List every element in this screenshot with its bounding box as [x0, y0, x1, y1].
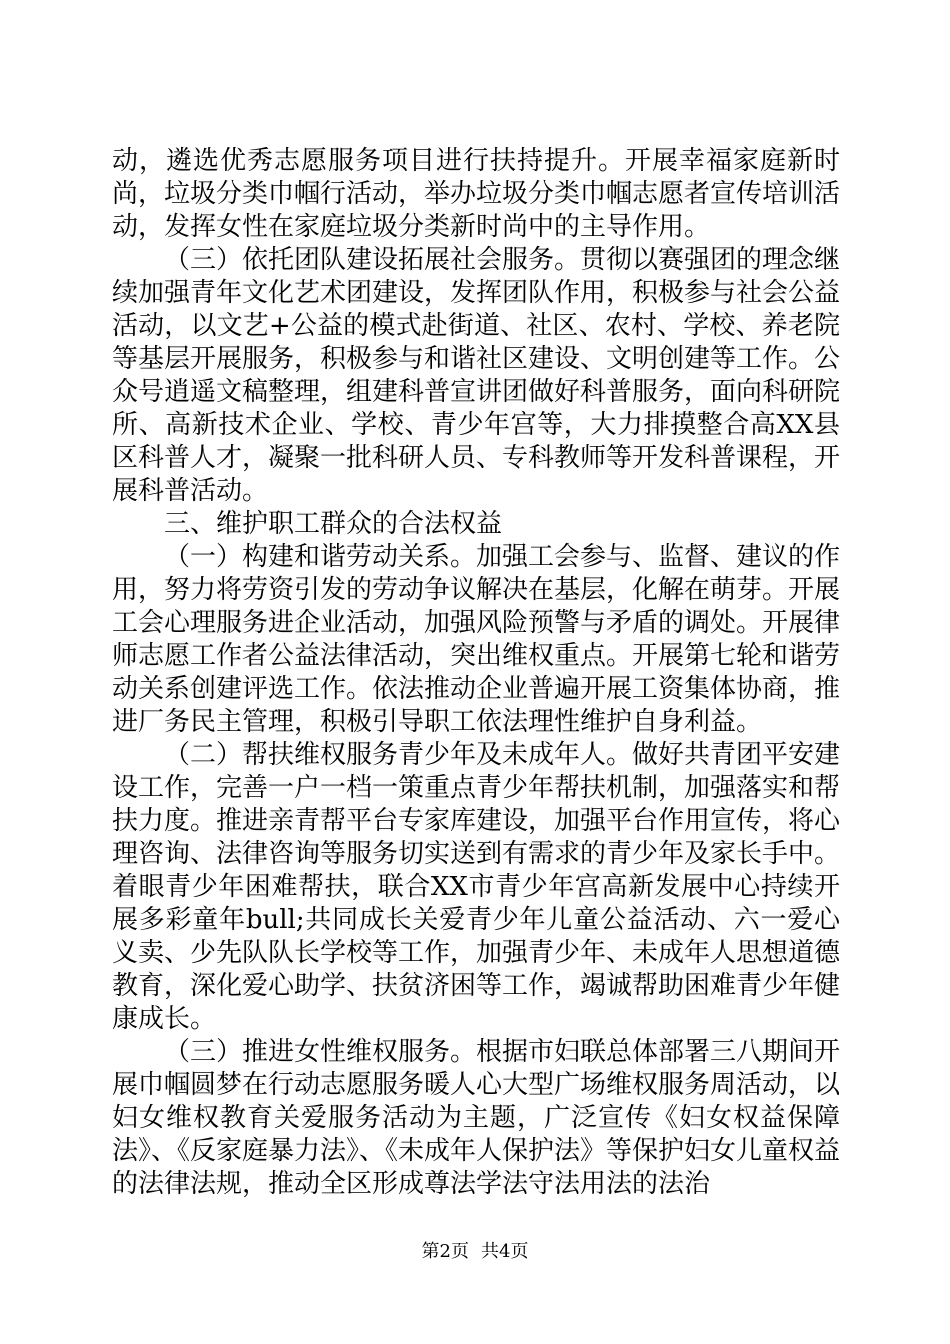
- section-heading: 三、维护职工群众的合法权益: [164, 509, 503, 539]
- paragraph-4: （二）帮扶维权服务青少年及未成年人。做好共青团平安建设工作，完善一户一档一策重点青少年帮扶机制，加强落实和帮扶力度。推进亲青帮平台专家库建设，加强平台作用宣传，将心理咨询、法律咨询等服务切实送到有需求的青少年及家长手中。着眼青少年困难帮扶，联合XX市青少年宫高新发展中心持续开展多彩童年bull;共同成长关爱青少年儿童公益活动、六一爱心义卖、少先队队长学校等工作，加强青少年、未成年人思想道德教育，深化爱心助学、扶贫济困等工作，竭诚帮助困难青少年健康成长。: [112, 740, 841, 1034]
- page-footer: [0, 1240, 950, 1264]
- page-total: 共4页: [481, 1241, 529, 1262]
- page-number: 第2页: [421, 1241, 469, 1262]
- paragraph-1: 动，遴选优秀志愿服务项目进行扶持提升。开展幸福家庭新时尚，垃圾分类巾帼行活动，举办垃圾分类巾帼志愿者宣传培训活动，发挥女性在家庭垃圾分类新时尚中的主导作用。: [112, 146, 841, 242]
- document-body: [112, 145, 840, 1201]
- paragraph-5: （三）推进女性维权服务。根据市妇联总体部署三八期间开展巾帼圆梦在行动志愿服务暖人心大型广场维权服务周活动，以妇女维权教育关爱服务活动为主题，广泛宣传《妇女权益保障法》、《反家庭暴力法》、《未成年人保护法》等保护妇女儿童权益的法律法规，推动全区形成尊法学法守法用法的法治: [112, 1037, 841, 1199]
- paragraph-3: （一）构建和谐劳动关系。加强工会参与、监督、建议的作用，努力将劳资引发的劳动争议解决在基层，化解在萌芽。开展工会心理服务进企业活动，加强风险预警与矛盾的调处。开展律师志愿工作者公益法律活动，突出维权重点。开展第七轮和谐劳动关系创建评选工作。依法推动企业普遍开展工资集体协商，推进厂务民主管理，积极引导职工依法理性维护自身利益。: [112, 542, 841, 737]
- paragraph-2: （三）依托团队建设拓展社会服务。贯彻以赛强团的理念继续加强青年文化艺术团建设，发挥团队作用，积极参与社会公益活动，以文艺+公益的模式赴街道、社区、农村、学校、养老院等基层开展服务，积极参与和谐社区建设、文明创建等工作。公众号逍遥文稿整理，组建科普宣讲团做好科普服务，面向科研院所、高新技术企业、学校、青少年宫等，大力排摸整合高XX县区科普人才，凝聚一批科研人员、专科教师等开发科普课程，开展科普活动。: [112, 245, 841, 506]
